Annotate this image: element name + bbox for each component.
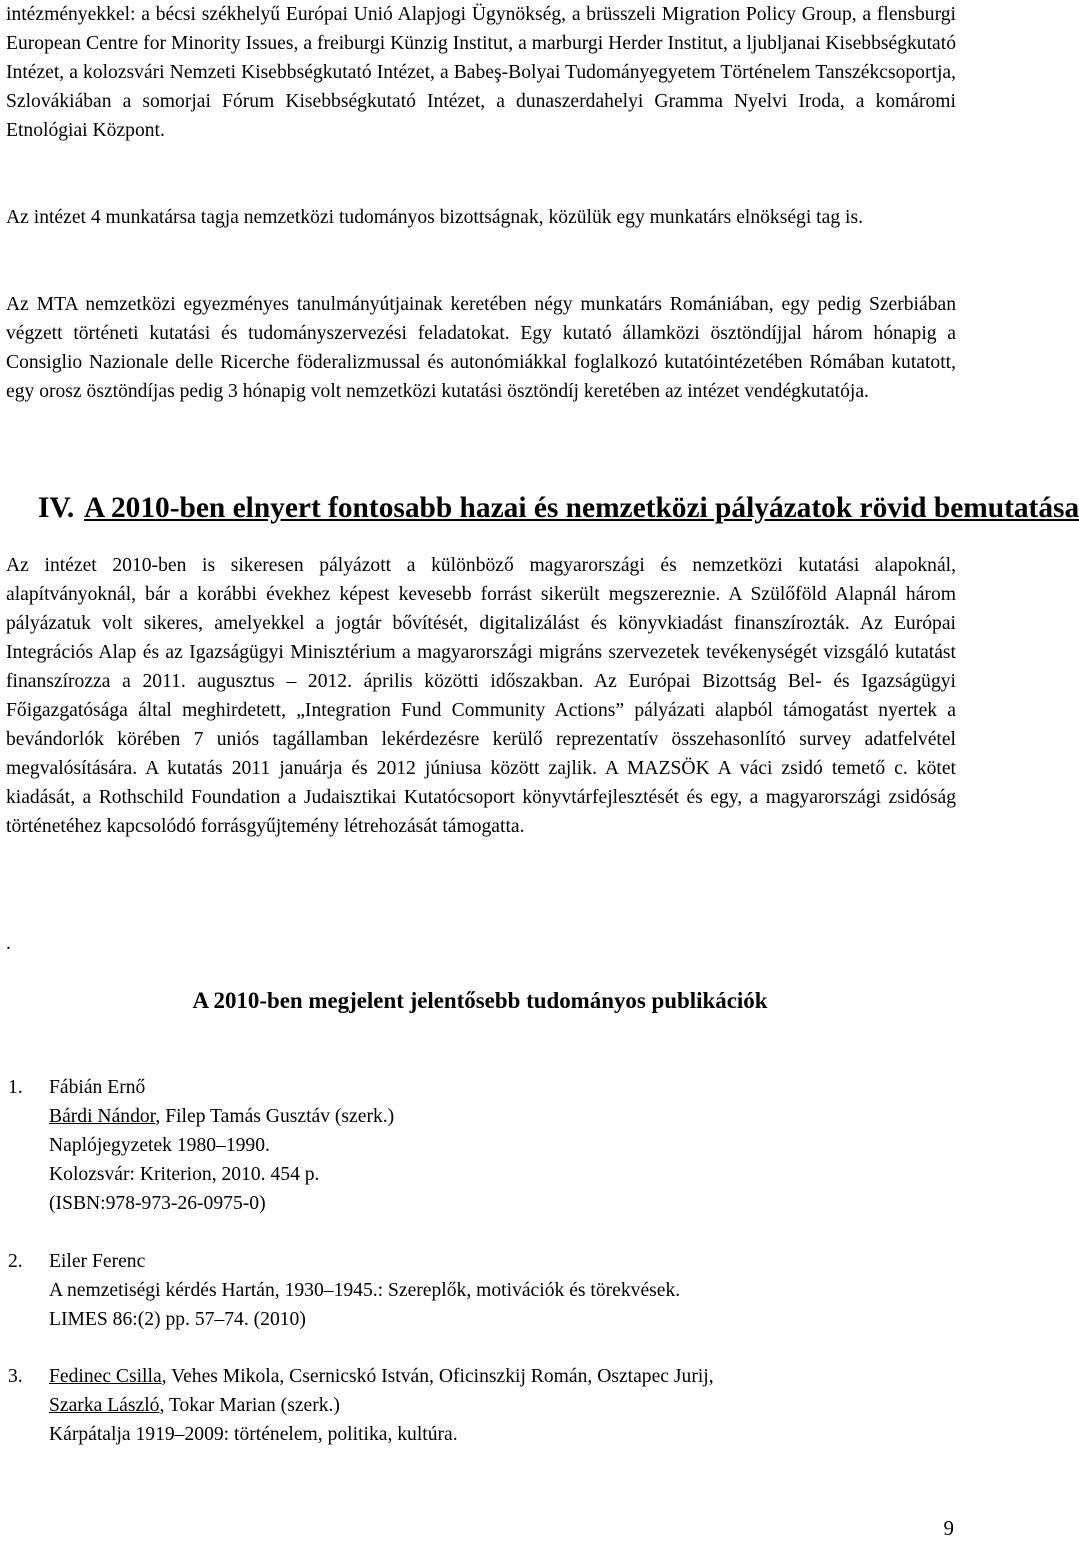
publication-editor-underlined: Szarka László bbox=[49, 1395, 160, 1416]
page-number: 9 bbox=[943, 1516, 954, 1540]
publication-number: 3. bbox=[8, 1366, 23, 1387]
publication-source: LIMES 86:(2) pp. 57–74. (2010) bbox=[49, 1309, 306, 1330]
publication-editors-mid: , Vehes Mikola, Csernicskó István, Oficinszkij Román, Osztapec Jurij, bbox=[161, 1366, 714, 1387]
stray-dot: . bbox=[6, 933, 11, 954]
publication-editor-underlined: Fedinec Csilla bbox=[49, 1366, 162, 1387]
publication-author: Fábián Ernő bbox=[49, 1077, 146, 1098]
section-title: A 2010-ben elnyert fontosabb hazai és nemzetközi pályázatok rövid bemutatása bbox=[84, 492, 1079, 524]
publication-title: A nemzetiségi kérdés Hartán, 1930–1945.: Szereplők, motivációk és törekvések. bbox=[49, 1280, 681, 1301]
publication-author: Eiler Ferenc bbox=[49, 1251, 146, 1272]
paragraph-study-trips: Az MTA nemzetközi egyezményes tanulmányútjainak keretében négy munkatárs Romániában, egy pedig Szerbiában végzett történeti kutatási és tudományszervezési feladatokat. Egy kutató államközi ösztöndíjjal három hónapig a Consiglio Nazionale delle Ricerche föderalizmussal és autonómiákkal foglalkozó kutatóintézetében Rómában kutatott, egy orosz ösztöndíjas pedig 3 hónapig volt nemzetközi kutatási ösztöndíj keretében az intézet vendégkutatója. bbox=[6, 294, 956, 402]
publication-editors-rest: , Filep Tamás Gusztáv (szerk.) bbox=[155, 1106, 395, 1127]
section-number: IV. bbox=[38, 492, 75, 524]
paragraph-grants: Az intézet 2010-ben is sikeresen pályázott a különböző magyarországi és nemzetközi kutatási alapoknál, alapítványoknál, bár a korábbi évekhez képest kevesebb forrást sikerült megszereznie. A Szülőföld Alapnál három pályázatuk volt sikeres, amelyekkel a jogtár bővítését, digitalizálást és könyvkiadást finanszírozták. Az Európai Integrációs Alap és az Igazságügyi Minisztérium a magyarországi migráns szervezetek tevékenységét vizsgáló kutatást finanszírozza a 2011. augusztus – 2012. április közötti időszakban. Az Európai Bizottság Bel- és Igazságügyi Főigazgatósága által meghirdetett, „Integration Fund Community Actions” pályázati alapból támogatást nyertek a bevándorlók körében 7 uniós tagállamban lekérdezésre kerülő reprezentatív összehasonlító survey adatfelvétel megvalósítására. A kutatás 2011 januárja és 2012 júniusa között zajlik. A MAZSÖK A váci zsidó temető c. kötet kiadását, a Rothschild Foundation a Judaisztikai Kutatócsoport könyvtárfejlesztését és egy, a magyarországi zsidóság történetéhez kapcsolódó forrásgyűjtemény létrehozását támogatta. bbox=[6, 555, 956, 837]
publication-imprint: Kolozsvár: Kriterion, 2010. 454 p. bbox=[49, 1164, 320, 1185]
publication-title: Naplójegyzetek 1980–1990. bbox=[49, 1135, 270, 1156]
publication-editors bbox=[49, 1102, 939, 1131]
publication-editor-underlined: Bárdi Nándor bbox=[49, 1106, 156, 1127]
publications-heading: A 2010-ben megjelent jelentősebb tudományos publikációk bbox=[192, 988, 768, 1013]
publication-editors bbox=[49, 1362, 939, 1391]
publication-title: Kárpátalja 1919–2009: történelem, politika, kultúra. bbox=[49, 1424, 458, 1445]
publication-number: 1. bbox=[8, 1077, 23, 1098]
publication-number: 2. bbox=[8, 1251, 23, 1272]
publication-editors-continued bbox=[49, 1391, 939, 1420]
publication-isbn: (ISBN:978-973-26-0975-0) bbox=[49, 1193, 266, 1214]
paragraph-committee-members: Az intézet 4 munkatársa tagja nemzetközi tudományos bizottságnak, közülük egy munkatárs elnökségi tag is. bbox=[6, 207, 863, 228]
paragraph-partner-institutions: intézményekkel: a bécsi székhelyű Európai Unió Alapjogi Ügynökség, a brüsszeli Migration Policy Group, a flensburgi European Centre for Minority Issues, a freiburgi Künzig Institut, a marburgi Herder Institut, a ljubljanai Kisebbségkutató Intézet, a kolozsvári Nemzeti Kisebbségkutató Intézet, a Babeş-Bolyai Tudományegyetem Történelem Tanszékcsoportja, Szlovákiában a somorjai Fórum Kisebbségkutató Intézet, a dunaszerdahelyi Gramma Nyelvi Iroda, a komáromi Etnológiai Központ. bbox=[6, 4, 956, 141]
publication-editors-end: , Tokar Marian (szerk.) bbox=[159, 1395, 340, 1416]
